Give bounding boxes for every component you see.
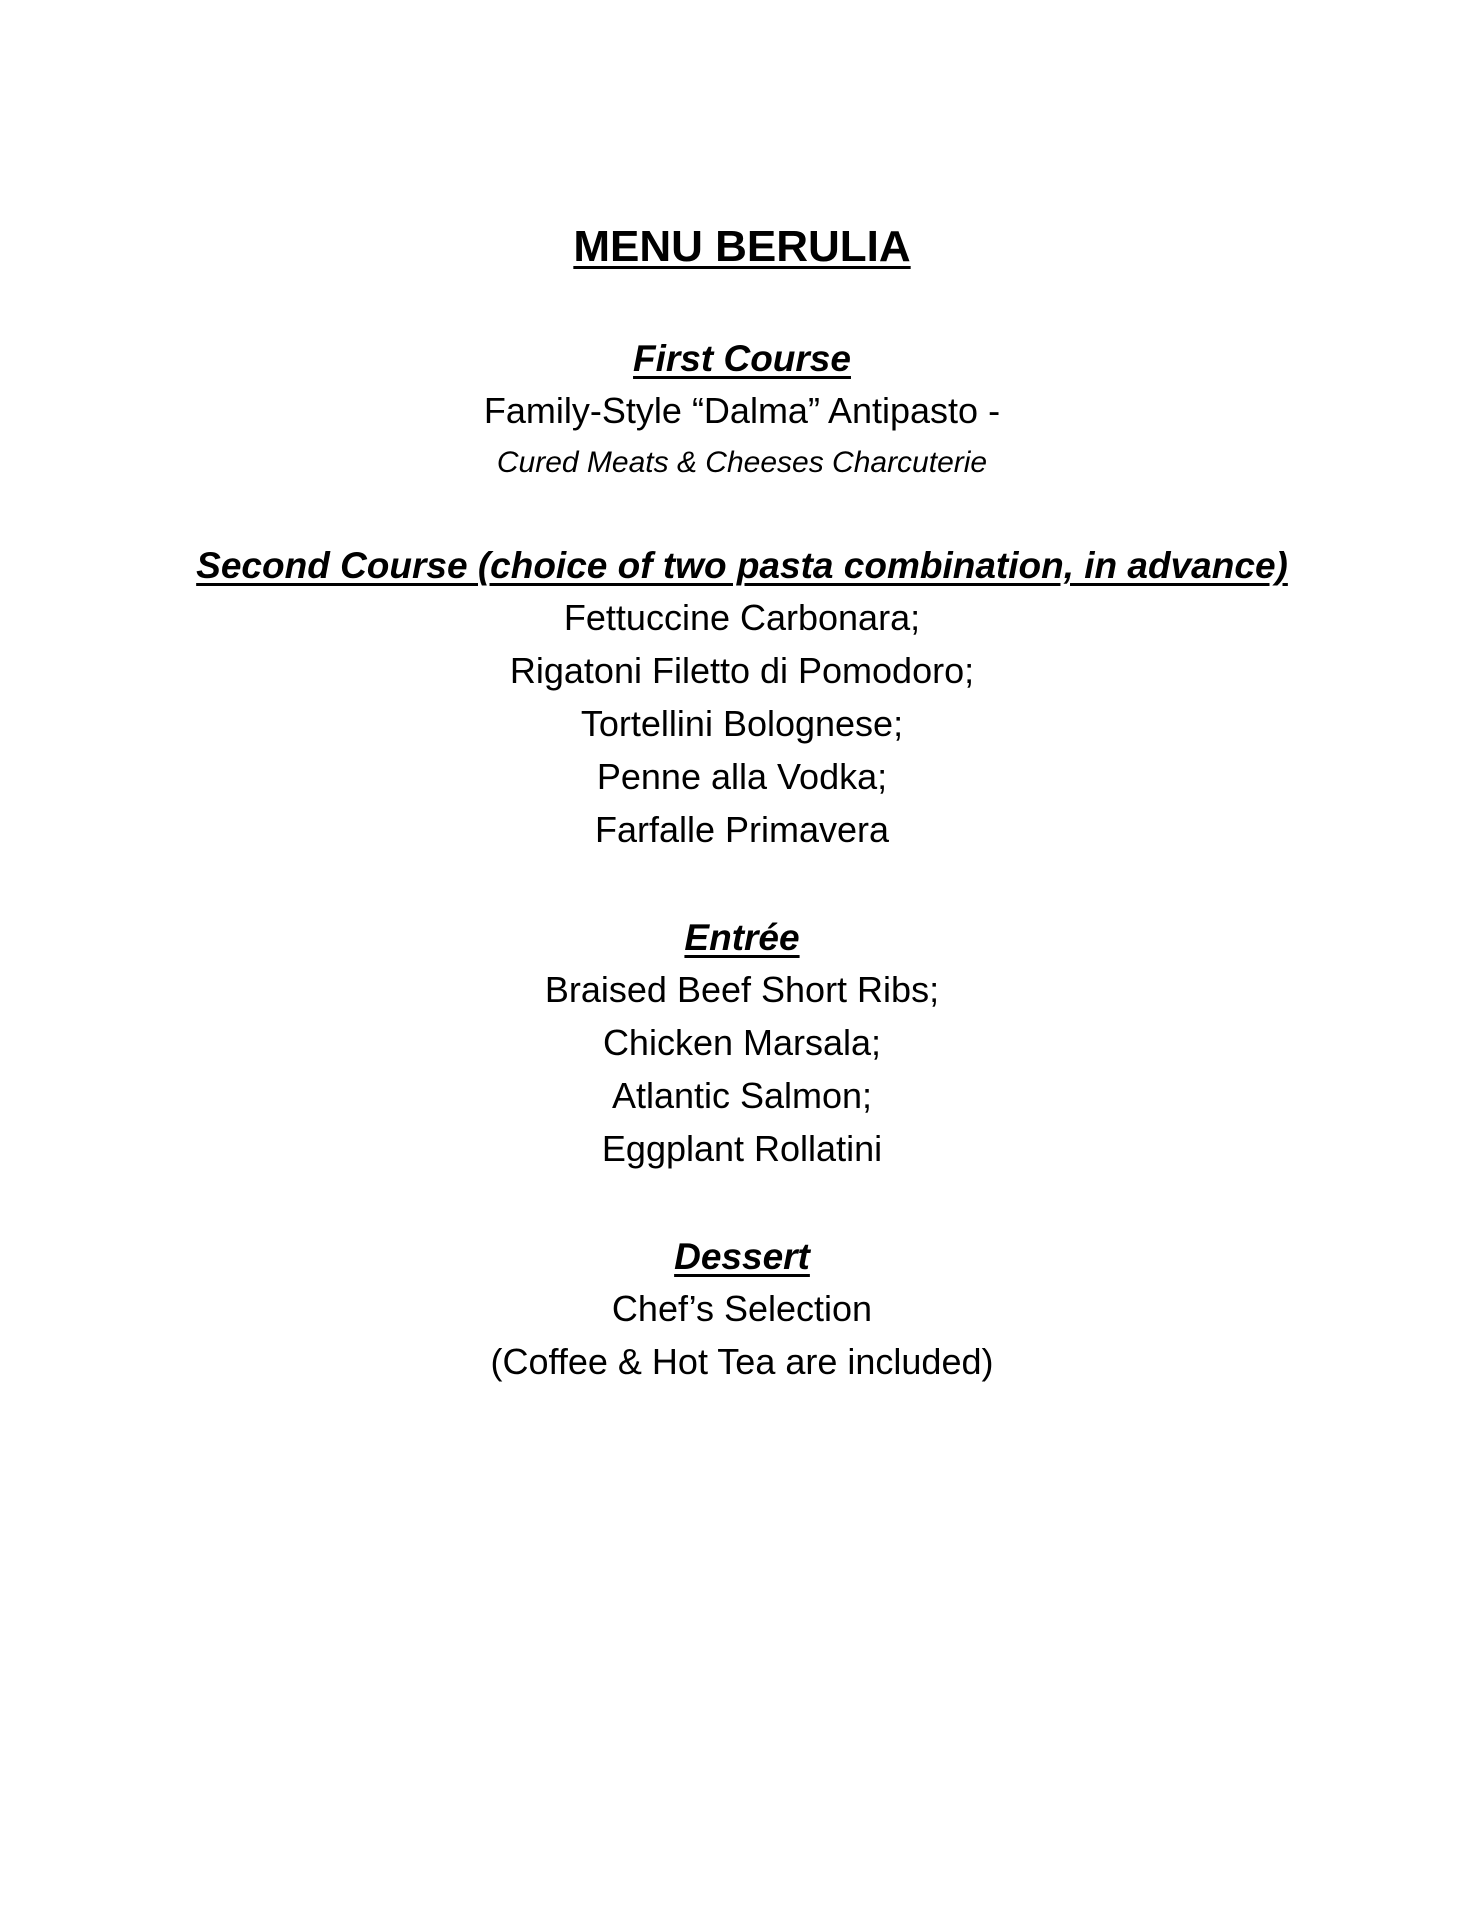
second-course-item: Fettuccine Carbonara; <box>563 597 921 638</box>
first-course-item: Family-Style “Dalma” Antipasto - <box>483 390 1001 431</box>
dessert-heading: Dessert <box>674 1236 810 1277</box>
entree-heading: Entrée <box>684 917 800 958</box>
dessert-item: Chef’s Selection <box>611 1288 873 1329</box>
menu-title: MENU BERULIA <box>573 222 911 271</box>
entree-item: Braised Beef Short Ribs; <box>544 969 940 1010</box>
entree-item: Atlantic Salmon; <box>611 1075 873 1116</box>
second-course-item: Penne alla Vodka; <box>596 756 888 797</box>
entree-item: Chicken Marsala; <box>602 1022 882 1063</box>
second-course-heading: Second Course (choice of two pasta combination, in advance) <box>196 545 1288 586</box>
dessert-note: (Coffee & Hot Tea are included) <box>490 1341 994 1382</box>
second-course-item: Tortellini Bolognese; <box>580 703 904 744</box>
entree-item: Eggplant Rollatini <box>601 1128 883 1169</box>
first-course-note: Cured Meats & Cheeses Charcuterie <box>496 446 988 479</box>
second-course-item: Farfalle Primavera <box>594 809 890 850</box>
second-course-item: Rigatoni Filetto di Pomodoro; <box>509 650 975 691</box>
first-course-heading: First Course <box>633 338 851 379</box>
